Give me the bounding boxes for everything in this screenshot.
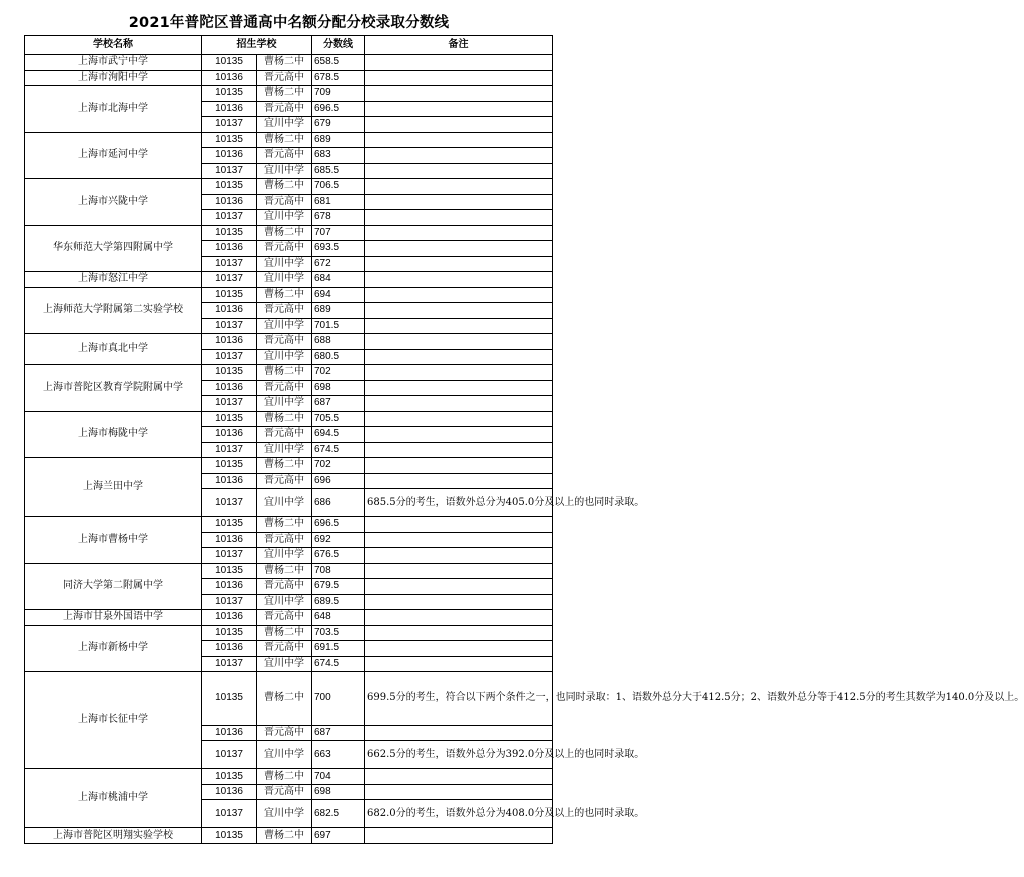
table-row	[25, 563, 553, 579]
remark-cell: 662.5分的考生，语数外总分为392.0分及以上的也同时录取。	[365, 741, 553, 769]
score-cell: 683	[312, 148, 365, 164]
score-cell: 709	[312, 86, 365, 102]
remark-cell	[365, 828, 553, 844]
enroll-code-cell: 10137	[202, 318, 257, 334]
remark-cell	[365, 303, 553, 319]
enroll-school-cell: 宜川中学	[257, 548, 312, 564]
enroll-code-cell: 10135	[202, 132, 257, 148]
remark-cell: 699.5分的考生，符合以下两个条件之一，也同时录取：1、语数外总分大于412.5分；2、语数外总分等于412.5分的考生其数学为140.0分及以上。	[365, 672, 553, 725]
enroll-school-cell: 宜川中学	[257, 442, 312, 458]
score-cell: 685.5	[312, 163, 365, 179]
enroll-school-cell: 宜川中学	[257, 656, 312, 672]
table-row	[25, 334, 553, 350]
enroll-code-cell: 10135	[202, 828, 257, 844]
score-cell: 700	[312, 672, 365, 725]
score-cell: 674.5	[312, 442, 365, 458]
school-name-cell: 上海市武宁中学	[25, 55, 202, 71]
enroll-code-cell: 10135	[202, 365, 257, 381]
score-cell: 708	[312, 563, 365, 579]
enroll-code-cell: 10136	[202, 101, 257, 117]
enroll-school-cell: 曹杨二中	[257, 55, 312, 71]
score-table	[24, 35, 1024, 844]
score-cell: 701.5	[312, 318, 365, 334]
score-cell: 698	[312, 380, 365, 396]
enroll-code-cell: 10136	[202, 427, 257, 443]
school-name-cell: 上海市兴陇中学	[25, 179, 202, 226]
enroll-code-cell: 10136	[202, 579, 257, 595]
enroll-code-cell: 10137	[202, 349, 257, 365]
enroll-school-cell: 晋元高中	[257, 427, 312, 443]
enroll-code-cell: 10135	[202, 225, 257, 241]
score-cell: 705.5	[312, 411, 365, 427]
enroll-code-cell: 10137	[202, 210, 257, 226]
enroll-school-cell: 曹杨二中	[257, 179, 312, 195]
enroll-school-cell: 宜川中学	[257, 396, 312, 412]
enroll-school-cell: 曹杨二中	[257, 458, 312, 474]
remark-cell	[365, 396, 553, 412]
score-cell: 694	[312, 287, 365, 303]
enroll-code-cell: 10136	[202, 303, 257, 319]
score-cell: 689.5	[312, 594, 365, 610]
enroll-school-cell: 晋元高中	[257, 148, 312, 164]
score-cell: 687	[312, 725, 365, 741]
table-row	[25, 272, 553, 288]
school-name-cell: 上海市北海中学	[25, 86, 202, 133]
score-cell: 702	[312, 365, 365, 381]
school-name-cell: 上海市梅陇中学	[25, 411, 202, 458]
school-name-cell: 上海市曹杨中学	[25, 517, 202, 564]
enroll-school-cell: 晋元高中	[257, 579, 312, 595]
enroll-school-cell: 晋元高中	[257, 241, 312, 257]
remark-cell	[365, 148, 553, 164]
enroll-code-cell: 10135	[202, 625, 257, 641]
enroll-school-cell: 晋元高中	[257, 380, 312, 396]
remark-cell	[365, 132, 553, 148]
enroll-code-cell: 10135	[202, 179, 257, 195]
enroll-school-cell: 晋元高中	[257, 532, 312, 548]
enroll-code-cell: 10136	[202, 241, 257, 257]
score-cell: 674.5	[312, 656, 365, 672]
score-cell: 689	[312, 303, 365, 319]
remark-cell	[365, 641, 553, 657]
enroll-code-cell: 10135	[202, 563, 257, 579]
enroll-code-cell: 10135	[202, 517, 257, 533]
table-row	[25, 225, 553, 241]
school-name-cell: 同济大学第二附属中学	[25, 563, 202, 610]
school-name-cell: 上海市甘泉外国语中学	[25, 610, 202, 626]
score-cell: 696.5	[312, 101, 365, 117]
enroll-school-cell: 曹杨二中	[257, 86, 312, 102]
score-cell: 684	[312, 272, 365, 288]
remark-cell	[365, 256, 553, 272]
enroll-school-cell: 晋元高中	[257, 725, 312, 741]
remark-cell	[365, 473, 553, 489]
enroll-code-cell: 10135	[202, 769, 257, 785]
school-name-cell: 上海市桃浦中学	[25, 769, 202, 828]
table-row	[25, 610, 553, 626]
remark-cell	[365, 563, 553, 579]
enroll-school-cell: 宜川中学	[257, 272, 312, 288]
score-cell: 706.5	[312, 179, 365, 195]
enroll-school-cell: 晋元高中	[257, 610, 312, 626]
remark-cell	[365, 548, 553, 564]
score-cell: 658.5	[312, 55, 365, 71]
table-header-row	[25, 36, 553, 55]
table-row	[25, 458, 553, 474]
remark-cell	[365, 610, 553, 626]
remark-cell	[365, 784, 553, 800]
enroll-school-cell: 曹杨二中	[257, 287, 312, 303]
remark-cell	[365, 163, 553, 179]
remark-cell: 685.5分的考生，语数外总分为405.0分及以上的也同时录取。	[365, 489, 553, 517]
remark-cell	[365, 365, 553, 381]
table-row	[25, 179, 553, 195]
enroll-code-cell: 10137	[202, 800, 257, 828]
score-cell: 676.5	[312, 548, 365, 564]
remark-cell	[365, 272, 553, 288]
header-school-name: 学校名称	[25, 36, 202, 55]
enroll-school-cell: 晋元高中	[257, 473, 312, 489]
school-name-cell: 华东师范大学第四附属中学	[25, 225, 202, 272]
school-name-cell: 上海师范大学附属第二实验学校	[25, 287, 202, 334]
remark-cell	[365, 625, 553, 641]
enroll-code-cell: 10137	[202, 548, 257, 564]
table-row	[25, 828, 553, 844]
enroll-code-cell: 10136	[202, 532, 257, 548]
table-body	[25, 55, 1024, 844]
remark-cell	[365, 241, 553, 257]
enroll-school-cell: 晋元高中	[257, 101, 312, 117]
enroll-school-cell: 宜川中学	[257, 318, 312, 334]
school-name-cell: 上海市怒江中学	[25, 272, 202, 288]
enroll-code-cell: 10137	[202, 656, 257, 672]
score-cell: 687	[312, 396, 365, 412]
score-cell: 678.5	[312, 70, 365, 86]
page-title: 2021年普陀区普通高中名额分配分校录取分数线	[128, 15, 450, 31]
school-name-cell: 上海市普陀区明翔实验学校	[25, 828, 202, 844]
remark-cell	[365, 287, 553, 303]
enroll-code-cell: 10135	[202, 86, 257, 102]
score-cell: 693.5	[312, 241, 365, 257]
enroll-school-cell: 曹杨二中	[257, 365, 312, 381]
enroll-school-cell: 曹杨二中	[257, 563, 312, 579]
score-cell: 680.5	[312, 349, 365, 365]
enroll-school-cell: 晋元高中	[257, 641, 312, 657]
remark-cell	[365, 349, 553, 365]
enroll-code-cell: 10135	[202, 55, 257, 71]
enroll-code-cell: 10137	[202, 163, 257, 179]
remark-cell	[365, 70, 553, 86]
score-cell: 678	[312, 210, 365, 226]
table-row	[25, 672, 553, 725]
enroll-school-cell: 晋元高中	[257, 334, 312, 350]
enroll-code-cell: 10135	[202, 411, 257, 427]
score-cell: 702	[312, 458, 365, 474]
remark-cell	[365, 725, 553, 741]
score-cell: 692	[312, 532, 365, 548]
score-cell: 648	[312, 610, 365, 626]
enroll-code-cell: 10136	[202, 148, 257, 164]
remark-cell	[365, 194, 553, 210]
header-enrolling-school: 招生学校	[202, 36, 312, 55]
header-score: 分数线	[312, 36, 365, 55]
enroll-school-cell: 宜川中学	[257, 349, 312, 365]
remark-cell	[365, 769, 553, 785]
enroll-code-cell: 10136	[202, 473, 257, 489]
table-row	[25, 287, 553, 303]
remark-cell	[365, 427, 553, 443]
school-name-cell: 上海市长征中学	[25, 672, 202, 769]
enroll-school-cell: 宜川中学	[257, 210, 312, 226]
score-cell: 682.5	[312, 800, 365, 828]
table-row	[25, 70, 553, 86]
enroll-code-cell: 10137	[202, 396, 257, 412]
enroll-school-cell: 曹杨二中	[257, 828, 312, 844]
enroll-code-cell: 10136	[202, 380, 257, 396]
enroll-code-cell: 10136	[202, 641, 257, 657]
enroll-school-cell: 曹杨二中	[257, 625, 312, 641]
remark-cell	[365, 594, 553, 610]
header-remark: 备注	[365, 36, 553, 55]
enroll-school-cell: 宜川中学	[257, 163, 312, 179]
remark-cell	[365, 225, 553, 241]
enroll-code-cell: 10137	[202, 256, 257, 272]
remark-cell	[365, 179, 553, 195]
enroll-school-cell: 宜川中学	[257, 594, 312, 610]
score-cell: 696	[312, 473, 365, 489]
enroll-code-cell: 10137	[202, 272, 257, 288]
enroll-code-cell: 10137	[202, 117, 257, 133]
remark-cell	[365, 86, 553, 102]
enroll-school-cell: 曹杨二中	[257, 225, 312, 241]
remark-cell	[365, 458, 553, 474]
enroll-code-cell: 10136	[202, 784, 257, 800]
remark-cell	[365, 101, 553, 117]
score-cell: 663	[312, 741, 365, 769]
enroll-school-cell: 宜川中学	[257, 741, 312, 769]
school-name-cell: 上海市洵阳中学	[25, 70, 202, 86]
remark-cell	[365, 318, 553, 334]
school-name-cell: 上海市新杨中学	[25, 625, 202, 672]
enroll-code-cell: 10136	[202, 725, 257, 741]
enroll-code-cell: 10137	[202, 442, 257, 458]
remark-cell: 682.0分的考生，语数外总分为408.0分及以上的也同时录取。	[365, 800, 553, 828]
score-cell: 698	[312, 784, 365, 800]
enroll-code-cell: 10137	[202, 489, 257, 517]
remark-cell	[365, 411, 553, 427]
enroll-code-cell: 10137	[202, 594, 257, 610]
enroll-school-cell: 曹杨二中	[257, 769, 312, 785]
score-cell: 672	[312, 256, 365, 272]
remark-cell	[365, 380, 553, 396]
enroll-school-cell: 曹杨二中	[257, 672, 312, 725]
table-row	[25, 86, 553, 102]
enroll-code-cell: 10136	[202, 334, 257, 350]
score-cell: 696.5	[312, 517, 365, 533]
table-row	[25, 365, 553, 381]
score-cell: 694.5	[312, 427, 365, 443]
remark-cell	[365, 117, 553, 133]
enroll-code-cell: 10135	[202, 458, 257, 474]
remark-cell	[365, 656, 553, 672]
enroll-school-cell: 曹杨二中	[257, 517, 312, 533]
enroll-school-cell: 曹杨二中	[257, 411, 312, 427]
score-cell: 689	[312, 132, 365, 148]
school-name-cell: 上海市真北中学	[25, 334, 202, 365]
score-cell: 679.5	[312, 579, 365, 595]
table-row	[25, 625, 553, 641]
score-cell: 707	[312, 225, 365, 241]
enroll-school-cell: 曹杨二中	[257, 132, 312, 148]
table-row	[25, 55, 553, 71]
remark-cell	[365, 334, 553, 350]
score-cell: 688	[312, 334, 365, 350]
enroll-school-cell: 晋元高中	[257, 70, 312, 86]
remark-cell	[365, 532, 553, 548]
score-cell: 686	[312, 489, 365, 517]
table-row	[25, 517, 553, 533]
score-cell: 691.5	[312, 641, 365, 657]
table-row	[25, 411, 553, 427]
score-cell: 681	[312, 194, 365, 210]
school-name-cell: 上海市延河中学	[25, 132, 202, 179]
remark-cell	[365, 579, 553, 595]
enroll-code-cell: 10135	[202, 672, 257, 725]
enroll-code-cell: 10137	[202, 741, 257, 769]
enroll-school-cell: 晋元高中	[257, 194, 312, 210]
enroll-school-cell: 宜川中学	[257, 800, 312, 828]
enroll-school-cell: 宜川中学	[257, 117, 312, 133]
score-cell: 679	[312, 117, 365, 133]
score-cell: 704	[312, 769, 365, 785]
remark-cell	[365, 442, 553, 458]
enroll-school-cell: 晋元高中	[257, 303, 312, 319]
enroll-school-cell: 晋元高中	[257, 784, 312, 800]
score-cell: 703.5	[312, 625, 365, 641]
remark-cell	[365, 55, 553, 71]
enroll-school-cell: 宜川中学	[257, 256, 312, 272]
table-row	[25, 132, 553, 148]
enroll-code-cell: 10136	[202, 70, 257, 86]
remark-cell	[365, 517, 553, 533]
enroll-school-cell: 宜川中学	[257, 489, 312, 517]
enroll-code-cell: 10136	[202, 610, 257, 626]
table-row	[25, 769, 553, 785]
remark-cell	[365, 210, 553, 226]
enroll-code-cell: 10135	[202, 287, 257, 303]
enroll-code-cell: 10136	[202, 194, 257, 210]
school-name-cell: 上海兰田中学	[25, 458, 202, 517]
school-name-cell: 上海市普陀区教育学院附属中学	[25, 365, 202, 412]
score-cell: 697	[312, 828, 365, 844]
